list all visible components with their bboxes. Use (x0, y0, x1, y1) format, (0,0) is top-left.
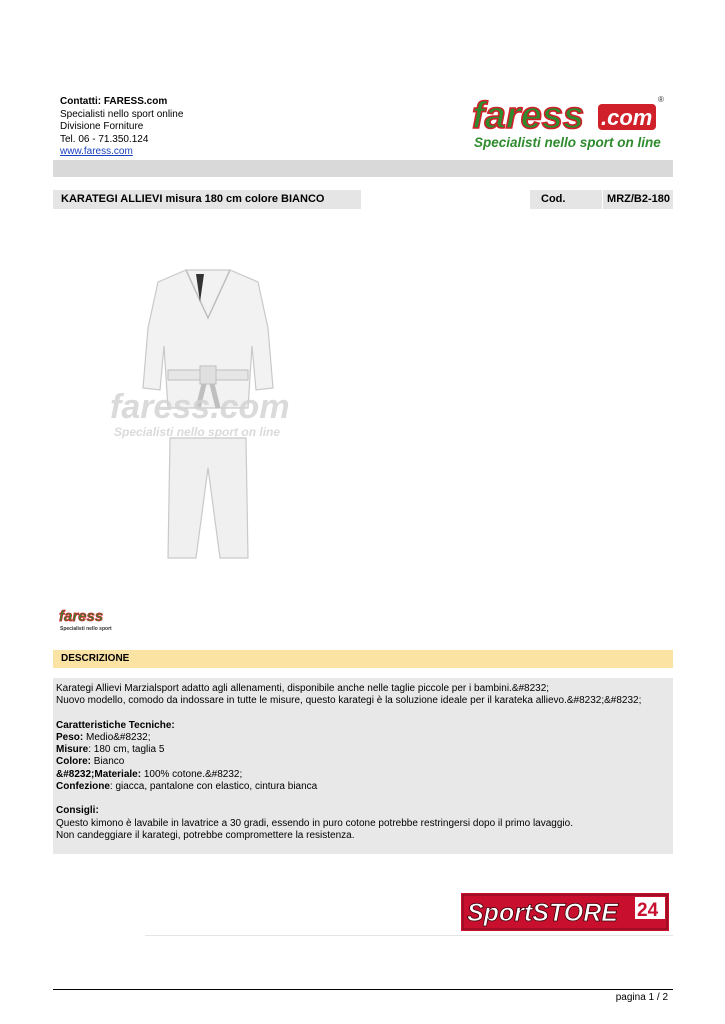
description-heading: DESCRIZIONE (61, 653, 130, 664)
description-content (56, 683, 668, 842)
sportstore-text: SportSTORE (467, 899, 618, 927)
registered-mark: ® (658, 95, 664, 104)
watermark-tagline: Specialisti nello sport on line (114, 425, 281, 439)
store-number: 24 (637, 900, 659, 921)
consigli-line-1: Questo kimono è lavabile in lavatrice a 30 gradi, essendo in puro cotone potrebbe restringersi dopo il primo lavaggio. (56, 817, 573, 829)
faress-small-logo (58, 605, 118, 633)
header-divider-bar (53, 160, 673, 177)
cod-label: Cod. (541, 193, 566, 205)
contact-block (60, 96, 183, 159)
intro-line-1: Karategi Allievi Marzialsport adatto agli allenamenti, disponibile anche nelle taglie piccole per i bambini.&#8232; (56, 683, 550, 694)
consigli-heading: Consigli: (56, 805, 99, 817)
intro-line-2: Nuovo modello, comodo da indossare in tutte le misure, questo karategi è la soluzione ideale per il karateka allievo.&#8232;&#8232; (56, 695, 642, 707)
contact-line1: Specialisti nello sport online (60, 108, 184, 120)
spec-misure: Misure: 180 cm, taglia 5 (56, 744, 165, 756)
spec-peso: Peso: Medio&#8232; (56, 731, 151, 743)
faress-logo (470, 92, 670, 154)
website-link[interactable]: www.faress.com (60, 146, 133, 157)
product-code: MRZ/B2-180 (607, 193, 670, 205)
contact-line2: Divisione Forniture (60, 121, 144, 132)
spec-materiale: &#8232;Materiale: 100% cotone.&#8232; (56, 768, 243, 780)
karategi-product-image (108, 258, 308, 568)
tech-heading: Caratteristiche Tecniche: (56, 719, 175, 731)
faress-logo-domain: .com (601, 105, 653, 130)
watermark-brand: faress.com (110, 388, 290, 426)
contact-title: Contatti: FARESS.com (60, 96, 168, 107)
faress-logo-tagline: Specialisti nello sport on line (474, 135, 661, 150)
consigli-line-2: Non candeggiare il karategi, potrebbe compromettere la resistenza. (56, 829, 355, 841)
faress-small-logo-brand: faress (59, 608, 104, 625)
description-header-bar (53, 650, 673, 668)
footer-thin-divider (145, 935, 673, 936)
spec-colore: Colore: Bianco (56, 756, 125, 768)
sportstore24-logo (461, 893, 669, 931)
page-number: pagina 1 / 2 (615, 992, 668, 1003)
product-title: KARATEGI ALLIEVI misura 180 cm colore BIANCO (61, 193, 325, 205)
faress-small-logo-tagline: Specialisti nello sport (60, 626, 112, 632)
spec-confezione: Confezione: giacca, pantalone con elastico, cintura bianca (56, 781, 318, 793)
contact-phone: Tel. 06 - 71.350.124 (60, 133, 149, 145)
footer-divider (53, 989, 673, 990)
faress-logo-brand: faress (472, 95, 584, 137)
